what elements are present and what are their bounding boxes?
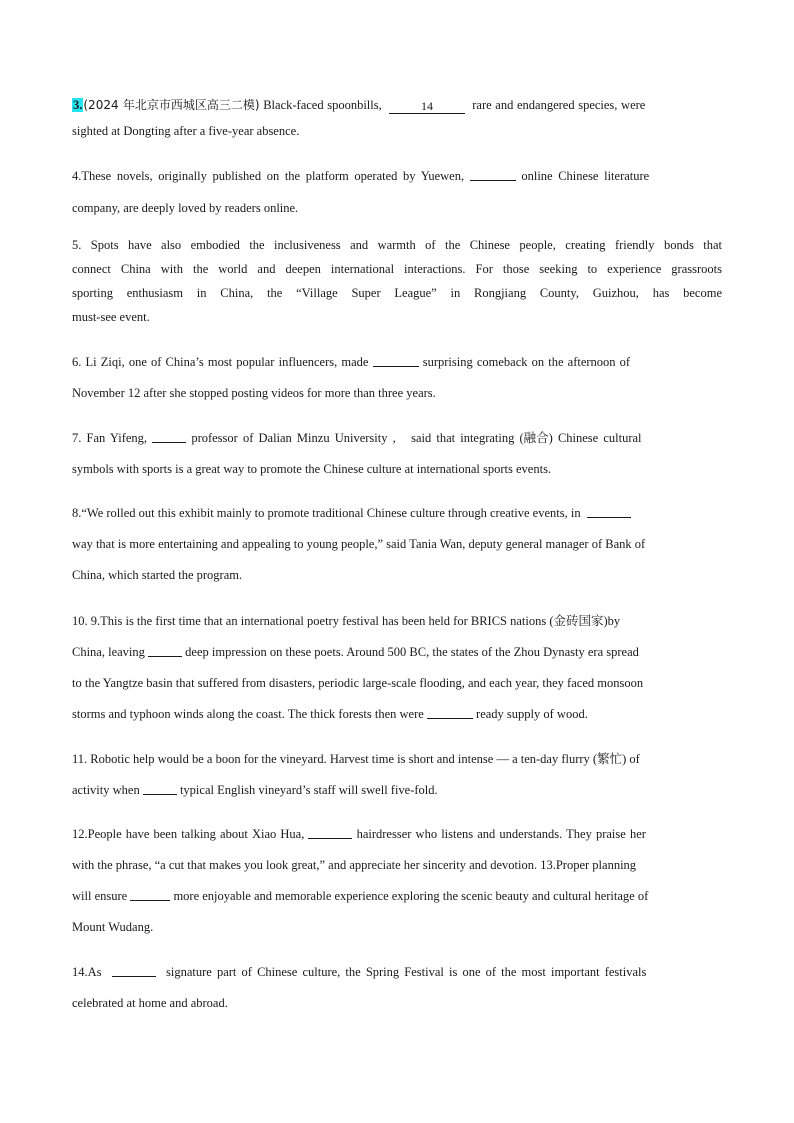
question-text: 7. Fan Yifeng, bbox=[72, 431, 148, 445]
question-text: must-see event. bbox=[72, 310, 150, 324]
question-text: November 12 after she stopped posting videos for more than three years. bbox=[72, 386, 436, 400]
question-6 bbox=[72, 350, 722, 405]
answer-blank[interactable] bbox=[308, 825, 352, 839]
question-text: China, leaving bbox=[72, 645, 145, 659]
question-text: sighted at Dongting after a five-year absence. bbox=[72, 124, 300, 138]
question-5 bbox=[72, 233, 722, 329]
question-text: Black-faced spoonbills, bbox=[263, 98, 382, 112]
answer-blank[interactable] bbox=[112, 963, 156, 977]
question-7 bbox=[72, 426, 722, 481]
question-text: activity when bbox=[72, 783, 140, 797]
question-text: storms and typhoon winds along the coast. The thick forests then were bbox=[72, 707, 424, 721]
question-text: 14.As bbox=[72, 965, 102, 979]
answer-blank[interactable] bbox=[470, 167, 516, 181]
answer-blank[interactable] bbox=[587, 504, 631, 518]
question-text: surprising comeback on the afternoon of bbox=[422, 355, 631, 369]
answer-blank[interactable] bbox=[373, 353, 419, 367]
question-text: China, which started the program. bbox=[72, 568, 243, 582]
question-text: deep impression on these poets. Around 500 BC, the states of the Zhou Dynasty era spread bbox=[185, 645, 639, 659]
question-text: Mount Wudang. bbox=[72, 920, 154, 934]
question-12 bbox=[72, 822, 722, 939]
question-text: 6. Li Ziqi, one of China’s most popular influencers, made bbox=[72, 355, 369, 369]
question-text: symbols with sports is a great way to promote the Chinese culture at international sports events. bbox=[72, 462, 552, 476]
question-text: celebrated at home and abroad. bbox=[72, 996, 228, 1010]
question-source: (2024 年北京市西城区高三二模) bbox=[83, 98, 260, 112]
question-text: to the Yangtze basin that suffered from disasters, periodic large-scale flooding, and each year, they faced monsoon bbox=[72, 676, 644, 690]
question-text: 8.“We rolled out this exhibit mainly to promote traditional Chinese culture through creative events, in bbox=[72, 506, 581, 520]
question-8 bbox=[72, 501, 722, 587]
question-14 bbox=[72, 960, 722, 1015]
question-text: more enjoyable and memorable experience exploring the scenic beauty and cultural heritage of bbox=[173, 889, 649, 903]
question-text: 12.People have been talking about Xiao Hua, bbox=[72, 827, 305, 841]
answer-blank[interactable] bbox=[130, 887, 170, 901]
question-text: said that integrating (融合) Chinese cultural bbox=[411, 431, 642, 445]
question-text: connect China with the world and deepen international interactions. For those seeking to experience grassroots bbox=[72, 262, 722, 276]
question-4 bbox=[72, 164, 722, 220]
question-text: 11. Robotic help would be a boon for the vineyard. Harvest time is short and intense — a ten-day flurry (繁忙) of bbox=[72, 752, 640, 766]
answer-blank[interactable] bbox=[148, 643, 182, 657]
question-3 bbox=[72, 93, 722, 143]
answer-blank[interactable] bbox=[152, 429, 186, 443]
question-text: will ensure bbox=[72, 889, 128, 903]
question-text: professor of Dalian Minzu University , bbox=[191, 431, 396, 445]
question-text: 5. Spots have also embodied the inclusiveness and warmth of the Chinese people, creating friendly bonds that bbox=[72, 238, 722, 252]
answer-blank[interactable] bbox=[427, 705, 473, 719]
question-number-highlight: 3. bbox=[73, 98, 83, 112]
question-text: with the phrase, “a cut that makes you look great,” and appreciate her sincerity and devotion. 13.Proper planning bbox=[72, 858, 637, 872]
question-text: sporting enthusiasm in China, the “Village Super League” in Rongjiang County, Guizhou, has become bbox=[72, 286, 722, 300]
answer-blank[interactable] bbox=[143, 781, 177, 795]
question-text: 4.These novels, originally published on the platform operated by Yuewen, bbox=[72, 169, 465, 183]
question-text: typical English vineyard’s staff will swell five-fold. bbox=[179, 783, 438, 797]
question-11 bbox=[72, 747, 722, 802]
question-text: ready supply of wood. bbox=[476, 707, 588, 721]
answer-blank[interactable]: 14 bbox=[389, 100, 465, 114]
question-text: hairdresser who listens and understands. They praise her bbox=[356, 827, 646, 841]
question-text: rare and endangered species, were bbox=[472, 98, 646, 112]
question-text: company, are deeply loved by readers online. bbox=[72, 201, 299, 215]
question-text: 10. 9.This is the first time that an international poetry festival has been held for BRICS nations (金砖国家)by bbox=[72, 614, 621, 628]
question-text: online Chinese literature bbox=[521, 169, 650, 183]
question-text: way that is more entertaining and appealing to young people,” said Tania Wan, deputy general manager of Bank of bbox=[72, 537, 646, 551]
question-text: signature part of Chinese culture, the Spring Festival is one of the most important festivals bbox=[166, 965, 647, 979]
question-9 bbox=[72, 609, 722, 726]
